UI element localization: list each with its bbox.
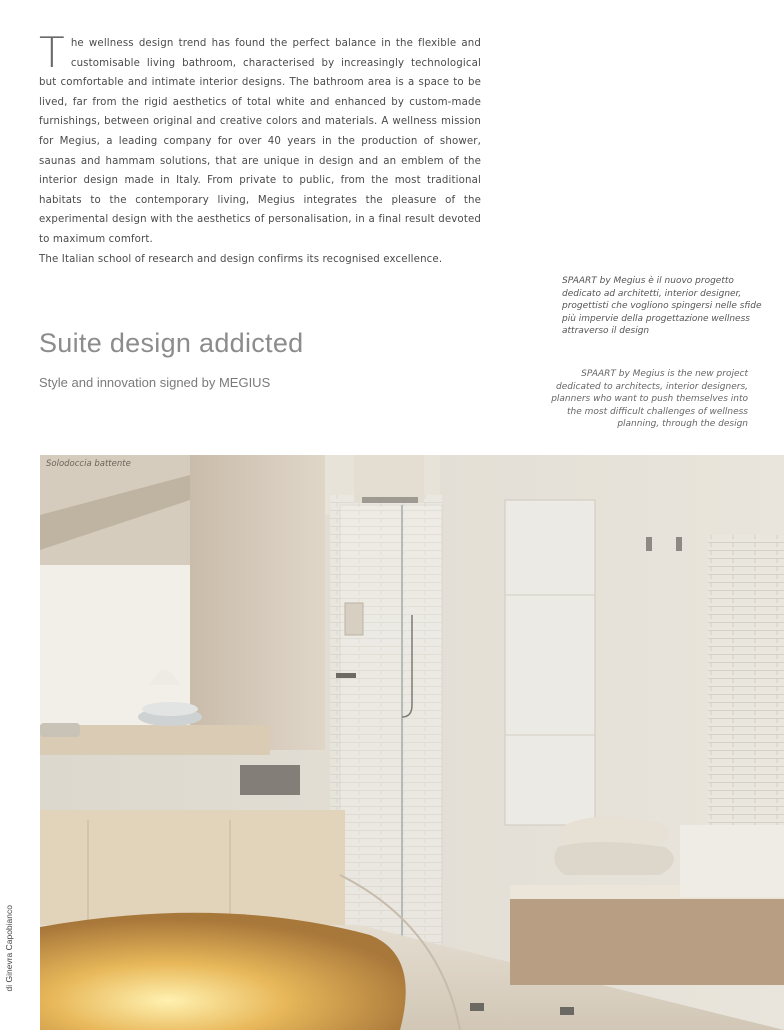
caption-italian: SPAART by Megius è il nuovo progetto dedicato ad architetti, interior designer, progettisti che vogliono spingersi nelle sfide più impervie della progettazione wellness attraverso il design xyxy=(562,276,762,337)
bathroom-illustration xyxy=(40,455,784,1030)
intro-paragraph xyxy=(39,28,481,250)
article-body xyxy=(39,28,481,269)
page-title: Suite design addicted xyxy=(39,328,304,358)
caption-english: SPAART by Megius is the new project dedicated to architects, interior designers, planners who want to push themselves into the most difficult challenges of wellness planning, through the design xyxy=(551,369,748,430)
closing-sentence: The Italian school of research and design confirms its recognised excellence. xyxy=(39,253,443,265)
intro-text: he wellness design trend has found the perfect balance in the flexible and customisable living bathroom, characterised by increasingly technological but comfortable and intimate interior designs. The bathroom area is a space to be lived, far from the rigid aesthetics of total white and enhanced by custom-made furnishings, between original and creative colors and materials. A wellness mission for Megius, a leading company for over 40 years in the production of shower, saunas and hammam solutions, that are unique in design and an emblem of the interior design made in Italy. From private to public, from the most traditional habitats to the contemporary living, Megius integrates the pleasure of the experimental design with the aesthetics of personalisation, in a final result devoted to maximum comfort. xyxy=(39,38,481,245)
page-subtitle: Style and innovation signed by MEGIUS xyxy=(39,375,271,390)
photo-caption: Solodoccia battente xyxy=(46,459,131,469)
author-credit: di Ginevra Capobianco xyxy=(4,905,14,992)
drop-cap: T xyxy=(39,28,65,77)
bathroom-photo xyxy=(40,455,784,1030)
